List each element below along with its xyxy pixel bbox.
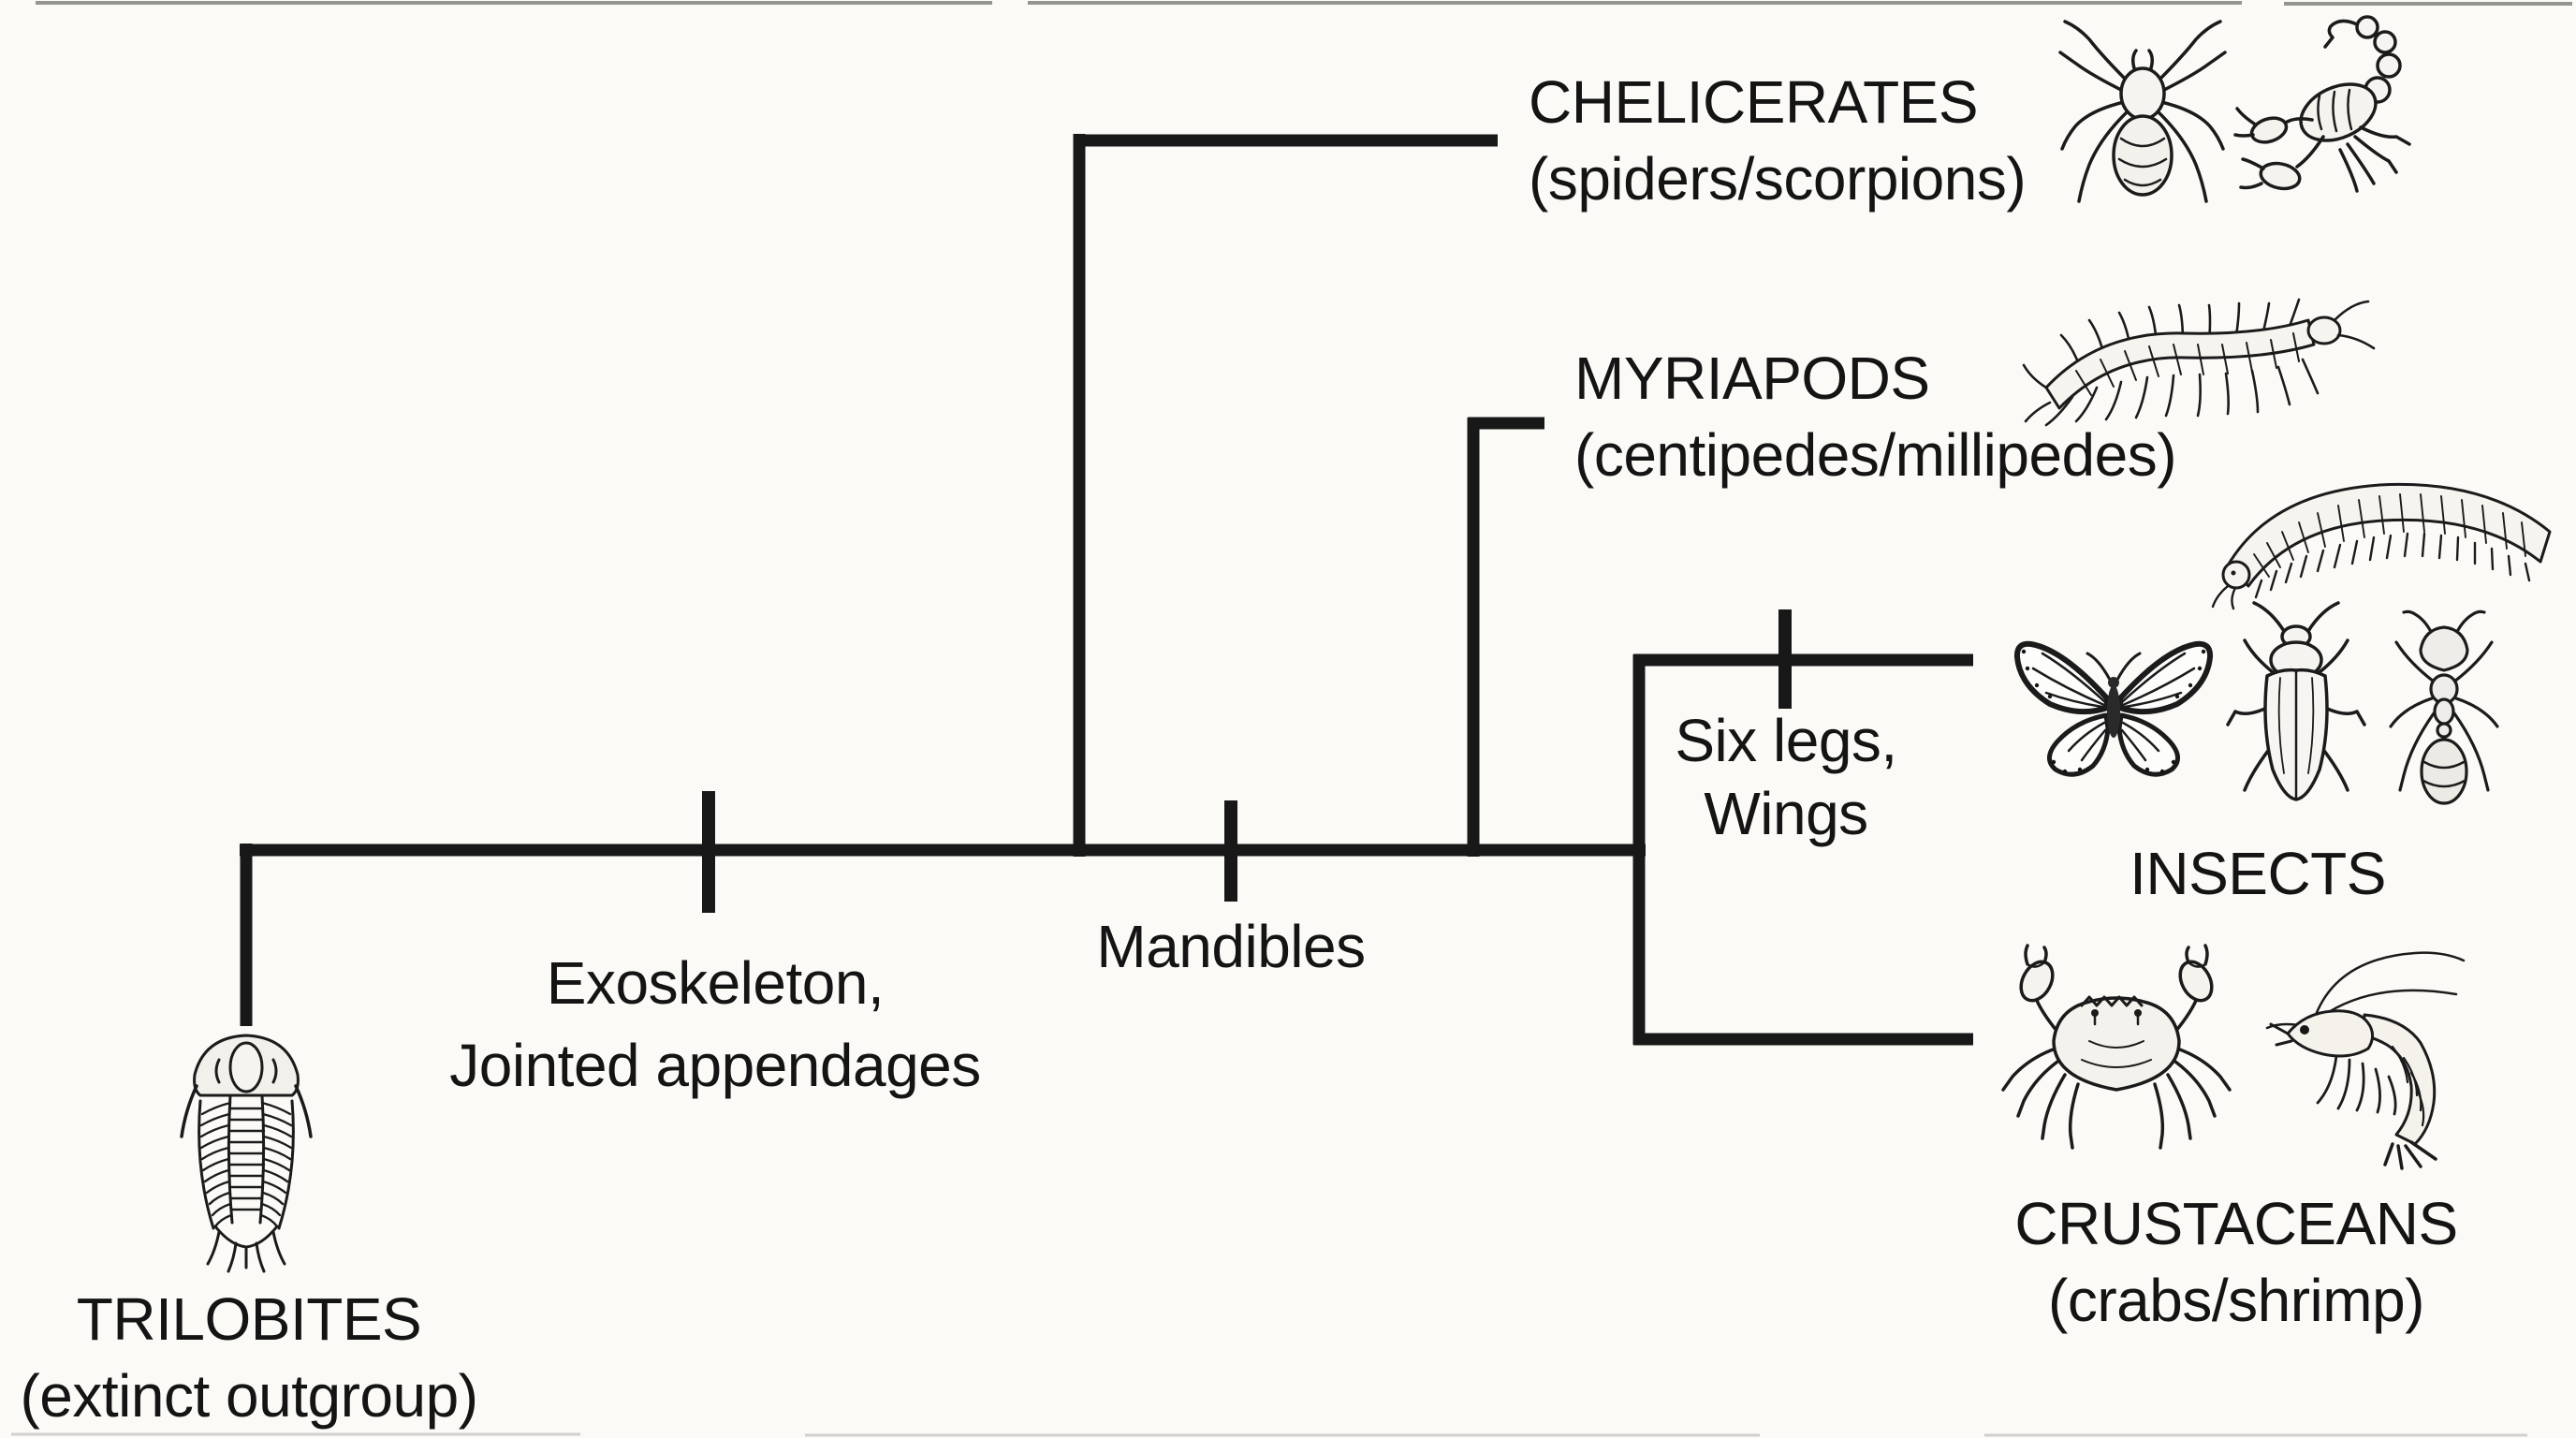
six-legs-line2: Wings — [1704, 780, 1868, 847]
trilobite-icon — [172, 1028, 320, 1279]
top-border-artifact — [36, 3, 2572, 4]
synapomorphy-label-six-legs — [1675, 704, 1896, 850]
synapomorphy-label-mandibles — [1096, 908, 1365, 985]
spider-icon — [2057, 15, 2228, 240]
shrimp-icon — [2256, 942, 2475, 1174]
crab-icon — [1996, 938, 2237, 1170]
taxon-sublabel-myriapods: (centipedes/millipedes) — [1574, 421, 2177, 489]
taxon-label-chelicerates — [1529, 64, 2026, 217]
synapomorphy-label-exoskeleton — [449, 942, 981, 1107]
taxon-label-trilobites — [20, 1281, 477, 1434]
taxon-name-myriapods: MYRIAPODS — [1574, 345, 1930, 412]
taxon-sublabel-chelicerates: (spiders/scorpions) — [1529, 145, 2027, 213]
beetle-icon — [2224, 586, 2368, 829]
exoskeleton-line2: Jointed appendages — [449, 1032, 981, 1099]
taxon-label-crustaceans — [2014, 1185, 2457, 1339]
taxon-name-trilobites: TRILOBITES — [76, 1285, 422, 1353]
ant-icon — [2378, 603, 2510, 831]
taxon-label-insects — [2130, 835, 2386, 912]
exoskeleton-line1: Exoskeleton, — [546, 949, 885, 1017]
taxon-name-chelicerates: CHELICERATES — [1529, 68, 1979, 136]
centipede-icon — [2018, 277, 2381, 464]
mandibles-line1: Mandibles — [1096, 913, 1366, 980]
bottom-border-artifact — [11, 1434, 2527, 1435]
butterfly-icon — [2005, 610, 2222, 807]
taxon-sublabel-trilobites: (extinct outgroup) — [20, 1362, 478, 1430]
taxon-sublabel-crustaceans: (crabs/shrimp) — [2048, 1267, 2424, 1334]
scorpion-icon — [2228, 11, 2421, 238]
taxon-name-insects: INSECTS — [2130, 840, 2386, 907]
six-legs-line1: Six legs, — [1675, 707, 1897, 774]
taxon-name-crustaceans: CRUSTACEANS — [2014, 1190, 2458, 1257]
